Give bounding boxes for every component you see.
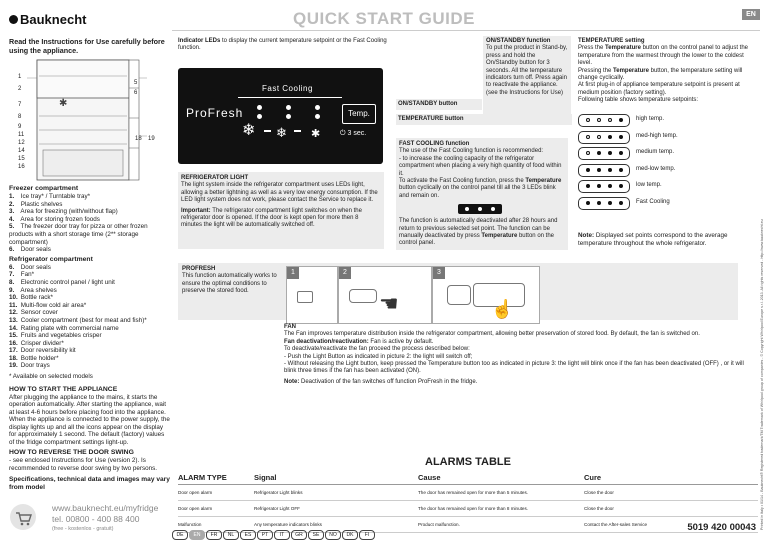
item-number: 14. bbox=[9, 324, 18, 332]
item-text: Multi-flow cold air area* bbox=[20, 301, 87, 309]
list-item bbox=[9, 287, 171, 295]
three-sec-label: 3 sec. bbox=[347, 130, 367, 137]
temperature-setting bbox=[578, 38, 754, 105]
temp-text-part: button on the control panel to adjust the temperature from the warmest through the lower to the coldest level. bbox=[578, 45, 748, 67]
item-text: Sensor cover bbox=[20, 309, 58, 317]
fastcool-led-graphic bbox=[458, 204, 502, 214]
temp-led bbox=[619, 118, 623, 122]
indicator-text bbox=[178, 38, 388, 53]
temp-level-label: medium temp. bbox=[636, 149, 675, 155]
temp-led bbox=[619, 151, 623, 155]
light-button-icon bbox=[447, 285, 471, 305]
item-number: 4. bbox=[9, 215, 15, 223]
fastcool-text-3 bbox=[396, 178, 568, 200]
step-number: 3 bbox=[433, 267, 445, 279]
item-text: Door seals bbox=[20, 263, 51, 271]
language-option[interactable]: DE bbox=[172, 530, 188, 540]
light-button-icon bbox=[297, 291, 313, 303]
brand-name: Bauknecht bbox=[20, 12, 87, 27]
fastcool-text-1: The use of the Fast Cooling function is recommended: bbox=[399, 148, 544, 155]
light-box bbox=[178, 172, 384, 249]
item-number: 11. bbox=[9, 301, 18, 309]
table-cell: Contact the After-sales Service bbox=[584, 517, 758, 533]
temp-led bbox=[608, 168, 612, 172]
freezer-title: Freezer compartment bbox=[9, 185, 79, 192]
table-cell: Any temperature indicators blinks bbox=[254, 517, 418, 533]
item-number: 6. bbox=[9, 246, 15, 254]
language-option[interactable]: FR bbox=[206, 530, 222, 540]
item-number: 18. bbox=[9, 354, 18, 362]
item-text: Rating plate with commercial name bbox=[20, 324, 119, 332]
table-cell: Close the door bbox=[584, 501, 758, 517]
fan-text-4: - Push the Light Button as indicated in picture 2: the light will switch off; bbox=[284, 353, 473, 360]
onstandby-text: To put the product in Stand-by, press and hold the On/Standby button for 3 seconds. All the temperature indicators turn off. Press again to reactivate the appliance. (see the Instructions for Use) bbox=[486, 45, 568, 96]
item-text: Bottle holder* bbox=[20, 354, 59, 362]
temperature-button-callout: TEMPERATURE button bbox=[396, 114, 572, 125]
fridge-list bbox=[9, 264, 171, 370]
led-indicator-1 bbox=[257, 105, 262, 110]
diagram-label: 16 bbox=[18, 164, 25, 170]
language-option[interactable]: GR bbox=[291, 530, 307, 540]
list-item bbox=[9, 325, 171, 333]
temp-led bbox=[619, 168, 623, 172]
fc-part: button on the control panel. bbox=[399, 233, 554, 247]
item-number: 7. bbox=[9, 271, 15, 279]
step-number: 1 bbox=[287, 267, 299, 279]
fastcool-text-2: - to increase the cooling capacity of the refrigerator compartment when placing a very high quantity of food within it. bbox=[399, 155, 562, 177]
list-item bbox=[9, 362, 171, 370]
item-text: The freezer door tray for pizza or other frozen products with a short storage time (2** storage compartment) bbox=[9, 223, 148, 246]
fc-bold: Temperature bbox=[525, 178, 562, 185]
temp-led bbox=[597, 151, 601, 155]
item-text: Fan* bbox=[20, 271, 35, 279]
item-text: Crisper divider* bbox=[20, 339, 64, 347]
page-title: QUICK START GUIDE bbox=[293, 9, 475, 28]
temp-text-part: Pressing the bbox=[578, 67, 614, 74]
list-item bbox=[9, 294, 171, 302]
step-3-picture bbox=[432, 266, 540, 324]
item-text: Bottle rack* bbox=[20, 294, 53, 302]
temp-led bbox=[608, 118, 612, 122]
diagram-label: 1 bbox=[18, 74, 22, 80]
diagram-label: 19 bbox=[148, 136, 155, 142]
list-item bbox=[9, 193, 171, 201]
important-bold: Important: bbox=[181, 207, 211, 214]
profresh-title: PROFRESH bbox=[182, 266, 216, 272]
led-indicator-2 bbox=[286, 105, 291, 110]
list-item bbox=[9, 347, 171, 355]
alarms-header-cure: Cure bbox=[584, 471, 758, 485]
temperature-text-4: Following table shows temperature setpoints: bbox=[578, 97, 699, 104]
item-number: 5. bbox=[9, 223, 15, 231]
temp-led bbox=[597, 168, 601, 172]
standby-button[interactable] bbox=[340, 130, 366, 138]
fc-part: button cyclically on the control panel till all the 3 LEDs blink and remain on. bbox=[399, 185, 556, 199]
parts-list bbox=[9, 185, 171, 492]
led-indicator-5 bbox=[286, 114, 291, 119]
diagram-label: 11 bbox=[18, 132, 25, 138]
led-indicator-6 bbox=[315, 114, 320, 119]
fan-text-1: The Fan improves temperature distribution inside the refrigerator compartment, allowing better preservation of stored food. By default, the fan is switched on. bbox=[284, 331, 700, 338]
temp-led bbox=[597, 118, 601, 122]
fridge-title: Refrigerator compartment bbox=[9, 255, 93, 263]
temp-led bbox=[586, 135, 590, 139]
language-option[interactable]: EN bbox=[189, 530, 205, 540]
fan-note bbox=[284, 379, 754, 386]
diagram-label: 5 bbox=[134, 80, 138, 86]
phone-number: tel. 00800 - 400 88 400 bbox=[52, 514, 140, 524]
temp-level-indicator bbox=[578, 131, 630, 144]
list-item bbox=[9, 223, 171, 246]
language-selector bbox=[172, 523, 376, 541]
note-bold: Note: bbox=[578, 232, 595, 239]
onstandby-box bbox=[483, 36, 571, 118]
fc-led-2 bbox=[478, 207, 482, 211]
list-item bbox=[9, 208, 171, 216]
table-cell: Refrigerator Light blinks bbox=[254, 485, 418, 501]
item-number: 19. bbox=[9, 362, 18, 370]
fan-text-2 bbox=[284, 339, 754, 346]
language-option[interactable]: ES bbox=[240, 530, 256, 540]
temp-led bbox=[586, 168, 590, 172]
temp-level-label: low temp. bbox=[636, 182, 662, 188]
item-number: 16. bbox=[9, 339, 18, 347]
diagram-label: 14 bbox=[18, 148, 25, 154]
fc-led-1 bbox=[465, 207, 469, 211]
item-number: 1. bbox=[9, 193, 15, 200]
temp-led bbox=[608, 184, 612, 188]
cart-icon bbox=[10, 504, 36, 530]
item-text: Fruits and vegetables crisper bbox=[20, 332, 102, 340]
table-row bbox=[178, 485, 758, 501]
hand-icon: ☚ bbox=[379, 291, 399, 316]
diagram-label: 15 bbox=[18, 156, 25, 162]
fast-cooling-box bbox=[396, 138, 568, 250]
header-divider bbox=[172, 30, 760, 31]
snowflake-medium-icon: ❄ bbox=[276, 125, 287, 140]
item-text: Area for freezing (with/without flap) bbox=[20, 208, 118, 216]
language-option[interactable]: PT bbox=[257, 530, 273, 540]
language-option[interactable]: SE bbox=[308, 530, 324, 540]
table-cell: Door open alarm bbox=[178, 485, 254, 501]
free-note: (free - kostenlos - gratuit) bbox=[52, 526, 114, 532]
temp-level-row bbox=[578, 196, 754, 210]
start-title: HOW TO START THE APPLIANCE bbox=[9, 385, 118, 393]
fc-bold: Temperature bbox=[481, 233, 518, 240]
temp-level-row bbox=[578, 179, 754, 193]
temp-level-indicator bbox=[578, 164, 630, 177]
spec-text: Specifications, technical data and images may vary from model bbox=[9, 476, 170, 492]
fast-cooling-label: Fast Cooling bbox=[262, 84, 313, 93]
language-badge: EN bbox=[742, 9, 760, 20]
table-row bbox=[178, 501, 758, 517]
freezer-list bbox=[9, 193, 171, 254]
item-number: 17. bbox=[9, 347, 18, 355]
temp-level-label: Fast Cooling bbox=[636, 198, 670, 205]
temp-led bbox=[586, 201, 590, 205]
fan-note-bold: Note: bbox=[284, 378, 300, 385]
temperature-text-1 bbox=[578, 45, 754, 67]
item-text: Door reversibility kit bbox=[20, 347, 76, 355]
temp-led bbox=[597, 201, 601, 205]
temperature-text-2 bbox=[578, 68, 754, 83]
temp-text-part: button, the temperature setting will change cyclically. bbox=[578, 67, 743, 82]
footnote: * Available on selected models bbox=[9, 373, 93, 381]
list-item bbox=[9, 340, 171, 348]
alarms-title: ALARMS TABLE bbox=[425, 456, 511, 468]
temp-level-row bbox=[578, 146, 754, 160]
control-panel bbox=[178, 68, 383, 164]
item-text: Door seals bbox=[20, 246, 51, 254]
item-number: 12. bbox=[9, 309, 18, 317]
table-cell: Product malfunction. bbox=[418, 517, 584, 533]
list-item bbox=[9, 355, 171, 363]
temp-led bbox=[586, 151, 590, 155]
item-text: Door trays bbox=[20, 362, 50, 370]
temp-level-row bbox=[578, 130, 754, 144]
fan-text-5: - Without releasing the Light button, keep pressed the Temperature button too as indicated in picture 3: the light will blink once if the fan has been deactivated (OFF) , or it will blink three times if the fan has been activated (ON). bbox=[284, 361, 744, 375]
product-code: 5019 420 00043 bbox=[687, 522, 756, 533]
important-text: The refrigerator compartment light switches on when the refrigerator door is opened. If the door is kept open for more then 8 minutes the light will be automatically switched off. bbox=[181, 207, 362, 229]
dash-2 bbox=[294, 130, 301, 132]
snowflake-small-icon: ✱ bbox=[311, 128, 321, 140]
alarms-header-signal: Signal bbox=[254, 471, 418, 485]
table-cell: The door has remained open for more than 5 minutes. bbox=[418, 485, 584, 501]
item-number: 9. bbox=[9, 286, 15, 294]
temp-level-label: med-low temp. bbox=[636, 165, 676, 172]
temp-text-bold: Temperature bbox=[605, 45, 641, 52]
fan-part: Fan is active by default. bbox=[368, 338, 434, 345]
fan-bold: Fan deactivation/reactivation: bbox=[284, 338, 369, 345]
table-cell: Refrigerator Light OFF bbox=[254, 501, 418, 517]
temp-led bbox=[608, 151, 612, 155]
temp-led bbox=[619, 201, 623, 205]
item-number: 2. bbox=[9, 200, 15, 208]
temp-led bbox=[619, 135, 623, 139]
alarms-header-cause: Cause bbox=[418, 471, 584, 485]
item-number: 15. bbox=[9, 332, 18, 340]
fridge-diagram bbox=[9, 58, 169, 183]
temp-led bbox=[597, 184, 601, 188]
language-option[interactable]: FI bbox=[359, 530, 375, 540]
temperature-levels bbox=[578, 113, 754, 231]
led-indicator-4 bbox=[257, 114, 262, 119]
temp-led bbox=[586, 118, 590, 122]
temp-text-bold: Temperature bbox=[613, 67, 649, 74]
item-text: Ice tray* / Turntable tray* bbox=[20, 193, 91, 200]
temp-level-indicator bbox=[578, 197, 630, 210]
diagram-label: 8 bbox=[18, 114, 22, 120]
temperature-title: TEMPERATURE setting bbox=[578, 38, 645, 44]
diagram-label: 2 bbox=[18, 86, 22, 92]
hand-icon: ☝ bbox=[491, 299, 514, 319]
onstandby-button-callout: ON/STANDBY button bbox=[396, 99, 482, 110]
item-number: 10. bbox=[9, 294, 18, 302]
reverse-text: - see enclosed Instructions for Use (version 2). Is recommended to reverse door swing by two persons. bbox=[9, 457, 158, 472]
temp-level-indicator bbox=[578, 114, 630, 127]
temperature-text-3: At first plug-in of appliance temperature setpoint is present at medium position (factory setting). bbox=[578, 82, 740, 96]
light-button-icon bbox=[349, 289, 377, 303]
list-item bbox=[9, 201, 171, 209]
alarms-header-type: ALARM TYPE bbox=[178, 471, 254, 485]
fastcool-title: FAST COOLING function bbox=[399, 141, 470, 147]
list-item bbox=[9, 246, 171, 254]
dash-1 bbox=[264, 130, 271, 132]
temp-level-indicator bbox=[578, 180, 630, 193]
item-number: 3. bbox=[9, 208, 15, 216]
fc-part: The function is automatically deactivated after 28 hours and return to previous selected set point. The function can be manually deactivated by press bbox=[399, 218, 558, 240]
fan-title: FAN bbox=[284, 324, 296, 330]
light-important bbox=[178, 205, 384, 230]
temp-led bbox=[586, 184, 590, 188]
language-option[interactable]: NO bbox=[325, 530, 341, 540]
temp-text-part: Press the bbox=[578, 45, 606, 52]
led-indicator-3 bbox=[315, 105, 320, 110]
diagram-label: 9 bbox=[18, 124, 22, 130]
table-cell: Close the door bbox=[584, 485, 758, 501]
snowflake-large-icon: ❄ bbox=[242, 122, 256, 139]
list-item bbox=[9, 279, 171, 287]
power-icon: ⏻ bbox=[340, 130, 346, 137]
temp-level-indicator bbox=[578, 147, 630, 160]
temp-led bbox=[608, 135, 612, 139]
diagram-label: 7 bbox=[18, 102, 22, 108]
list-item bbox=[9, 317, 171, 325]
list-item bbox=[9, 302, 171, 310]
item-text: Plastic shelves bbox=[20, 200, 63, 208]
list-item bbox=[9, 264, 171, 272]
profresh-text: This function automatically works to ensure the optimal conditions to preserve the stored food. bbox=[182, 273, 277, 295]
indicator-bold: Indicator LEDs bbox=[178, 38, 221, 44]
list-item bbox=[9, 332, 171, 340]
temperature-note bbox=[578, 232, 758, 247]
list-item bbox=[9, 216, 171, 224]
temp-button[interactable]: Temp. bbox=[342, 104, 376, 124]
item-text: Area for storing frozen foods bbox=[20, 215, 100, 223]
table-cell: Malfunction bbox=[178, 517, 254, 533]
item-number: 13. bbox=[9, 316, 18, 324]
list-item bbox=[9, 271, 171, 279]
light-title: REFRIGERATOR LIGHT bbox=[181, 175, 249, 181]
language-option[interactable]: NL bbox=[223, 530, 239, 540]
item-number: 8. bbox=[9, 278, 15, 286]
diagram-label: 18 bbox=[135, 136, 142, 142]
temp-level-row bbox=[578, 163, 754, 177]
light-text: The light system inside the refrigerator compartment uses LEDs light, allowing a better lightning as well as a very low energy consumption. If the LED light system does not work, please contact the Service to replace it. bbox=[181, 182, 378, 204]
step-1-picture bbox=[286, 266, 338, 324]
reverse-title: HOW TO REVERSE THE DOOR SWING bbox=[9, 449, 134, 457]
fast-cooling-line bbox=[238, 97, 342, 98]
temp-level-row bbox=[578, 113, 754, 127]
diagram-label: 12 bbox=[18, 140, 25, 146]
note-text: Displayed set points correspond to the average temperature throughout the whole refrigerator. bbox=[578, 232, 728, 247]
temp-led bbox=[608, 201, 612, 205]
temp-level-label: high temp. bbox=[636, 116, 665, 122]
language-option[interactable]: DK bbox=[342, 530, 358, 540]
fastcool-text-4 bbox=[396, 218, 568, 248]
fan-note-text: Deactivation of the fan switches off function ProFresh in the fridge. bbox=[299, 378, 478, 385]
fan-text-3: To deactivate/reactivate the fan proceed the process described below: bbox=[284, 346, 470, 353]
temp-level-label: med-high temp. bbox=[636, 132, 678, 139]
side-legal-text: Printed in Italy • 01/14 - Bauknecht® Registered trademark/TM Trademark of Whirlpool group of companies - © Copyright Whirlpool Europe s.r.l. 2013. All rights reserved - http://www.bauknecht.eu bbox=[760, 219, 764, 530]
intro-text: Read the Instructions for Use carefully before using the appliance. bbox=[9, 37, 165, 55]
table-cell: Door open alarm bbox=[178, 501, 254, 517]
list-item bbox=[9, 309, 171, 317]
item-text: Cooler compartment (best for meat and fish)* bbox=[20, 316, 147, 324]
onstandby-title: ON/STANDBY function bbox=[486, 38, 551, 44]
start-text: After plugging the appliance to the mains, it starts the operation automatically. After starting the appliance, wait at least 4-6 hours before placing food into the appliance. When the appliance is connected to the power supply, the display lights up and all the icons appear on the display for approximately 1 second. The default (factory) values of the fridge compartment settings light-up. bbox=[9, 393, 170, 446]
item-text: Area shelves bbox=[20, 286, 57, 294]
temp-led bbox=[619, 184, 623, 188]
item-number: 6. bbox=[9, 263, 15, 271]
fc-led-3 bbox=[491, 207, 495, 211]
step-2-picture bbox=[338, 266, 432, 324]
temp-led bbox=[597, 135, 601, 139]
step-number: 2 bbox=[339, 267, 351, 279]
cart-badge bbox=[10, 504, 36, 530]
profresh-label: ProFresh bbox=[186, 106, 244, 120]
web-link[interactable]: www.bauknecht.eu/myfridge bbox=[52, 503, 159, 513]
svg-text:✱: ✱ bbox=[59, 98, 68, 109]
language-option[interactable]: IT bbox=[274, 530, 290, 540]
fan-section bbox=[284, 324, 754, 386]
indicator-rest: to display the current temperature setpoint or the Fast Cooling function. bbox=[178, 38, 387, 52]
fc-part: To activate the Fast Cooling function, press the bbox=[399, 178, 526, 185]
item-text: Electronic control panel / light unit bbox=[20, 278, 115, 286]
fridge-diagram-svg bbox=[9, 58, 169, 183]
diagram-label: 6 bbox=[134, 90, 138, 96]
table-cell: The door has remained open for more than 8 minutes. bbox=[418, 501, 584, 517]
